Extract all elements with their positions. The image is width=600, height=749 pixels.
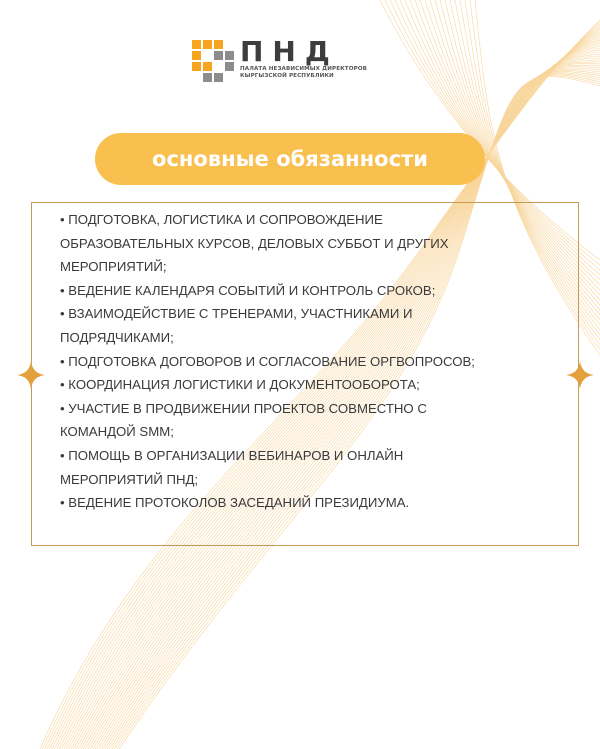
- logo: [192, 35, 367, 86]
- duties-line: ОБРАЗОВАТЕЛЬНЫХ КУРСОВ, ДЕЛОВЫХ СУББОТ И ДРУГИХ: [60, 235, 449, 251]
- duties-line: МЕРОПРИЯТИЙ ПНД;: [60, 471, 199, 487]
- duties-line: КОМАНДОЙ SMM;: [60, 424, 174, 440]
- duties-line: • ПОДГОТОВКА, ЛОГИСТИКА И СОПРОВОЖДЕНИЕ: [60, 212, 383, 227]
- duties-line: • ВЗАИМОДЕЙСТВИЕ С ТРЕНЕРАМИ, УЧАСТНИКАМИ И: [60, 306, 413, 322]
- duties-line: ПОДРЯДЧИКАМИ;: [60, 329, 174, 345]
- logo-mark-icon: [192, 40, 236, 84]
- duties-line: МЕРОПРИЯТИЙ;: [60, 259, 167, 275]
- logo-subtitle-line-1: ПАЛАТА НЕЗАВИСИМЫХ ДИРЕКТОРОВ: [240, 66, 367, 72]
- logo-text: [240, 35, 367, 80]
- duties-line: • УЧАСТИЕ В ПРОДВИЖЕНИИ ПРОЕКТОВ СОВМЕСТНО С: [60, 400, 427, 416]
- duties-line: • ПОМОЩЬ В ОРГАНИЗАЦИИ ВЕБИНАРОВ И ОНЛАЙН: [60, 447, 404, 463]
- logo-abbreviation: ПНД: [240, 35, 339, 68]
- section-title: основные обязанности: [95, 133, 485, 185]
- duties-line: • КООРДИНАЦИЯ ЛОГИСТИКИ И ДОКУМЕНТООБОРОТА;: [60, 377, 420, 393]
- logo-subtitle-line-2: КЫРГЫЗСКОЙ РЕСПУБЛИКИ: [240, 73, 334, 79]
- left-sparkle-icon: [17, 361, 45, 389]
- duties-line: • ВЕДЕНИЕ КАЛЕНДАРЯ СОБЫТИЙ И КОНТРОЛЬ СРОКОВ;: [60, 282, 436, 298]
- duties-line: • ВЕДЕНИЕ ПРОТОКОЛОВ ЗАСЕДАНИЙ ПРЕЗИДИУМА.: [60, 495, 410, 511]
- right-sparkle-icon: [566, 361, 594, 389]
- duties-list: [60, 208, 540, 515]
- duties-line: • ПОДГОТОВКА ДОГОВОРОВ И СОГЛАСОВАНИЕ ОРГВОПРОСОВ;: [60, 353, 475, 369]
